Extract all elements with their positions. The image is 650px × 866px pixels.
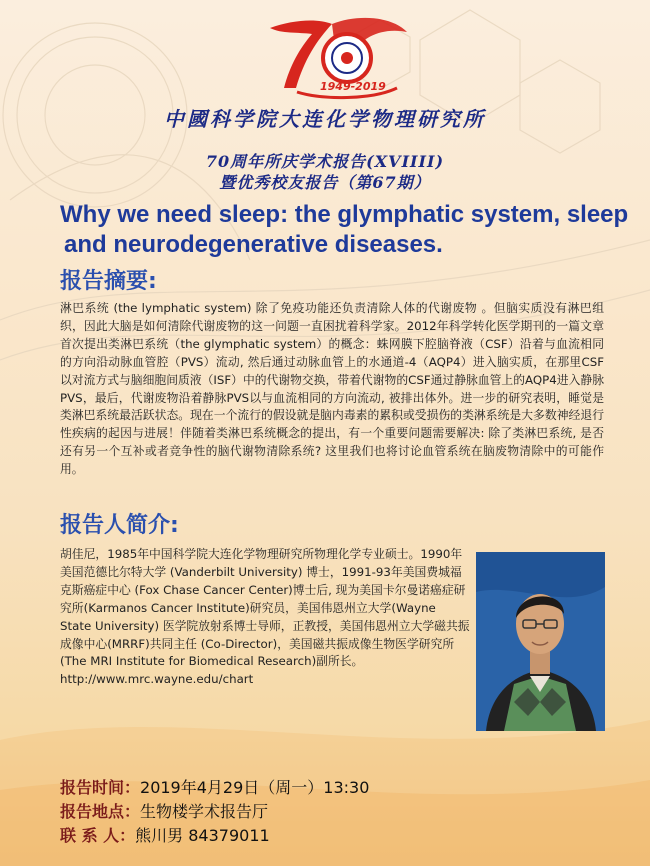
abstract-heading: 报告摘要:: [60, 269, 157, 294]
anniversary-logo: [262, 10, 412, 102]
speaker-bio: [60, 546, 470, 689]
logo-years: 1949-2019: [320, 80, 386, 93]
speaker-bio-text: 胡佳尼，1985年中国科学院大连化学物理研究所物理化学专业硕士。1990年美国范德比尔特大学 (Vanderbilt University) 博士，1991-93年美国费城福克斯癌症中心 (Fox Chase Cancer Center)博士后, 现为美国卡尔曼诺癌症研究所(Karmanos Cancer Institute)研究员，美国伟恩州立大学(Wayne State University) 医学院放射系博士导师，正教授，美国伟恩州立大学磁共振成像中心(MRRF)共同主任 (Co-Director)，美国磁共振成像生物医学研究所(The MRI Institute for Biomedical Research)副所长。: [60, 547, 470, 669]
report-series-title: 70周年所庆学术报告(XVIIII): [205, 152, 445, 171]
talk-place: [60, 799, 268, 822]
speaker-heading: 报告人简介:: [60, 513, 179, 538]
place-value: 生物楼学术报告厅: [140, 802, 269, 821]
institute-name: 中國科学院大连化学物理研究所: [164, 107, 486, 131]
talk-title-line2: and neurodegenerative diseases.: [64, 231, 443, 258]
report-series-subtitle: 暨优秀校友报告（第67期）: [219, 173, 431, 192]
abstract-body: 淋巴系统 (the lymphatic system) 除了免疫功能还负责清除人体的代谢废物 。但脑实质没有淋巴组织，因此大脑是如何清除代谢废物的这一问题一直困扰着科学家。2012年科学转化医学期刊的一篇文章首次提出类淋巴系统（the glymphatic system）的概念：蛛网膜下腔脑脊液（CSF）沿着与血流相同的方向沿动脉血管腔（PVS）流动, 然后通过动脉血管上的水通道-4（AQP4）进入脑实质，在那里CSF以对流方式与脑细胞间质液（ISF）中的代谢物交换，带着代谢物的CSF通过静脉血管上的AQP4进入静脉PVS，最后，代谢废物沿着静脉PVS以与血流相同的方向流动, 被排出体外。进一步的研究表明，睡觉是类淋巴系统最活跃状态。现在一个流行的假设就是脑内毒素的累积或受损伤的类淋系统是大多数神经退行性疾病的起因与进展！伴随着类淋巴系统概念的提出，有一个重要问题需要解决: 除了类淋巴系统, 是否还有另一个互补或者竞争性的脑代谢物清除系统? 这里我们也将讨论血管系统在脑废物清除中的可能作用。: [60, 301, 604, 477]
speaker-url-link[interactable]: http://www.mrc.wayne.edu/chart: [60, 672, 254, 687]
place-label: 报告地点：: [60, 802, 141, 821]
talk-contact: [60, 823, 270, 846]
talk-title-line1: Why we need sleep: the glymphatic system, sleep: [60, 201, 629, 228]
time-label: 报告时间：: [60, 778, 141, 797]
speaker-photo: [476, 552, 605, 731]
talk-title: [60, 200, 640, 260]
contact-label: 联 系 人：: [60, 826, 136, 845]
time-value: 2019年4月29日（周一）13:30: [140, 778, 370, 797]
talk-time: [60, 775, 369, 798]
contact-value: 熊川男 84379011: [135, 826, 270, 845]
